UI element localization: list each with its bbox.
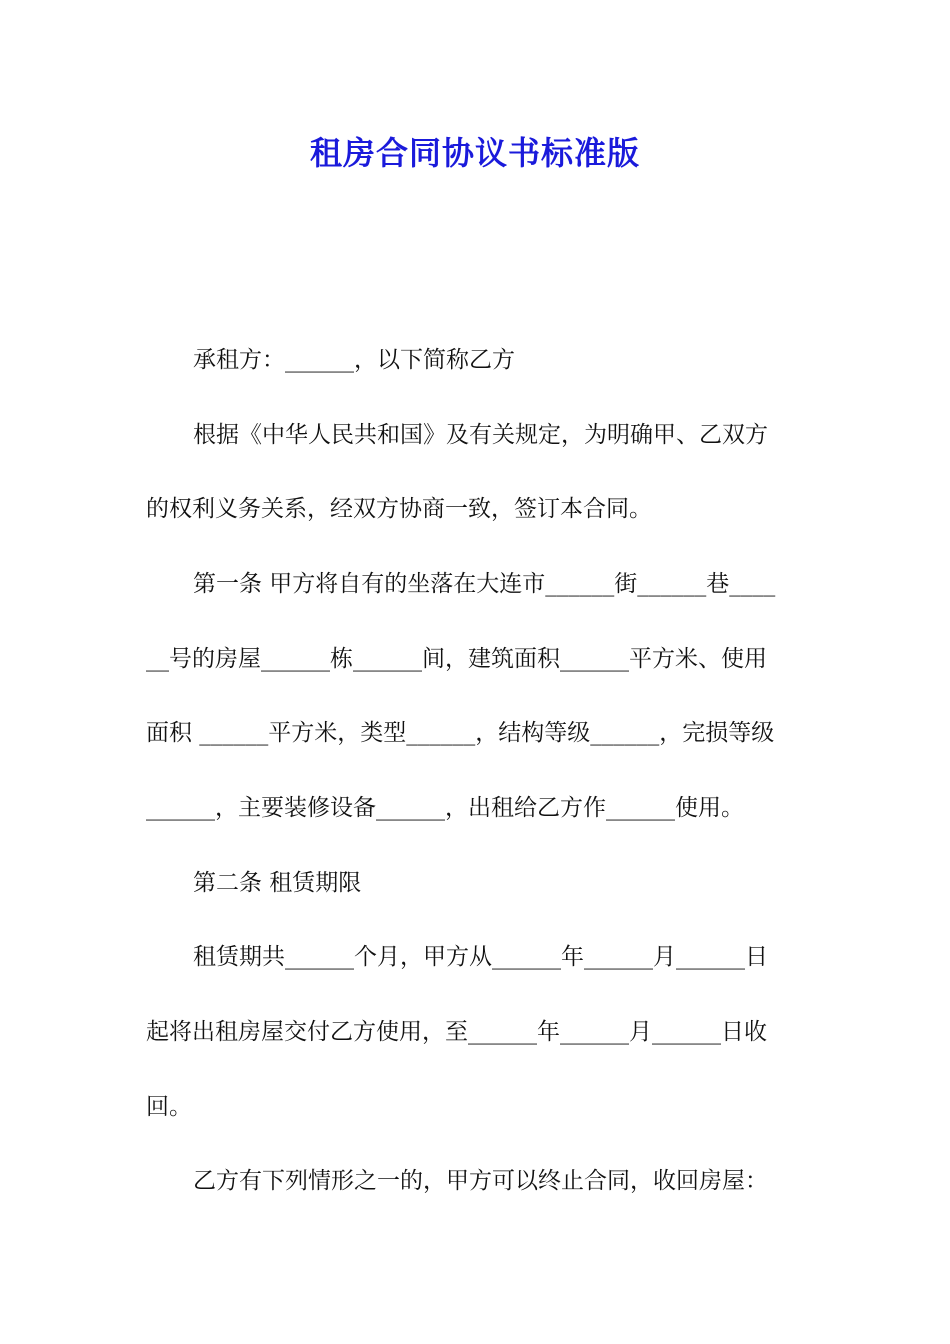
- paragraph-line: ______，主要装修设备______，出租给乙方作______使用。: [146, 795, 744, 821]
- section-heading: 第二条 租赁期限: [193, 870, 362, 896]
- paragraph-line: 租赁期共______个月，甲方从______年______月______日: [193, 944, 768, 970]
- paragraph-line: __号的房屋______栋______间，建筑面积______平方米、使用: [146, 646, 767, 672]
- paragraph-line: 的权利义务关系，经双方协商一致，签订本合同。: [146, 496, 652, 522]
- paragraph-line: 面积 ______平方米，类型______，结构等级______，完损等级: [146, 720, 775, 746]
- paragraph-line: 根据《中华人民共和国》及有关规定，为明确甲、乙双方: [193, 422, 768, 448]
- paragraph-line: 第一条 甲方将自有的坐落在大连市______街______巷____: [193, 571, 776, 597]
- paragraph-line: 承租方：______，以下简称乙方: [193, 347, 515, 373]
- paragraph-line: 起将出租房屋交付乙方使用，至______年______月______日收: [146, 1019, 767, 1045]
- document-title: 租房合同协议书标准版: [309, 134, 640, 172]
- paragraph-line: 乙方有下列情形之一的，甲方可以终止合同，收回房屋：: [193, 1168, 768, 1194]
- paragraph-line: 回。: [146, 1094, 192, 1120]
